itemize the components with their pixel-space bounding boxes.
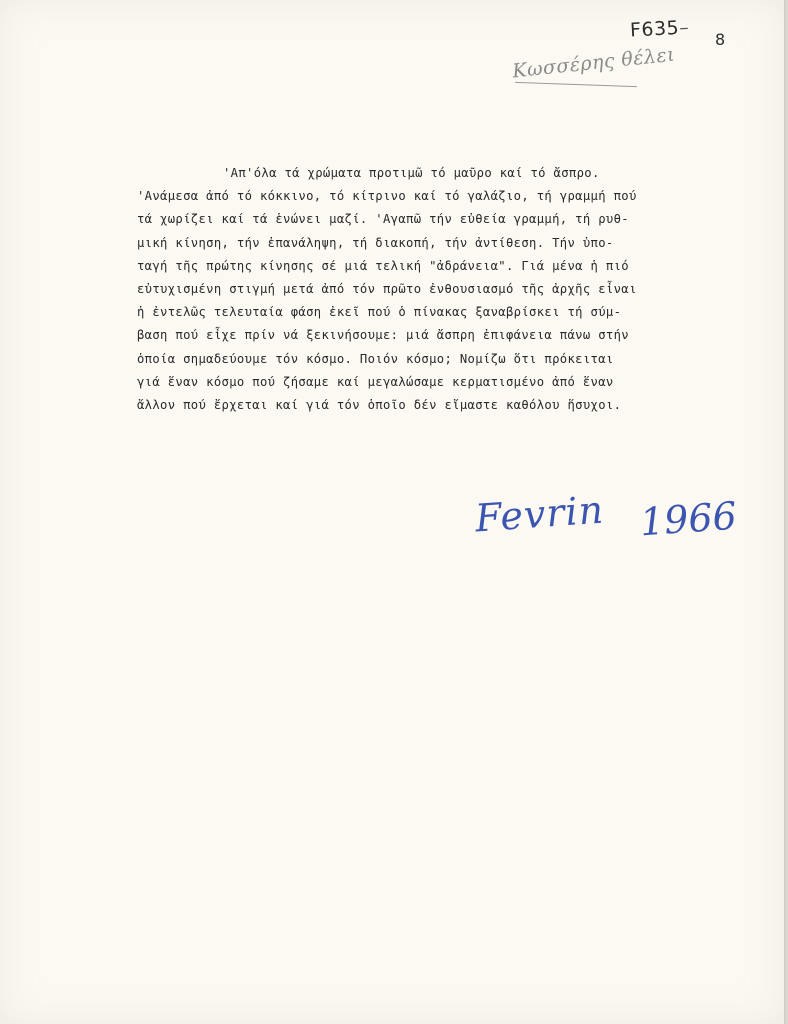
archive-code (629, 16, 689, 41)
text-line: τά χωρίζει καί τά ἑνώνει μαζί. 'Αγαπῶ τήν εὐθεία γραμμή, τή ρυθ- (137, 212, 629, 227)
signature-year: 1966 (638, 493, 739, 545)
text-line: ὁποία σημαδεύουμε τόν κόσμο. Ποιόν κόσμο; Νομίζω ὅτι πρόκειται (137, 351, 614, 366)
archive-suffix: 8 (715, 30, 726, 49)
text-line: 'Απ'όλα τά χρώματα προτιμῶ τό μαῦρο καί τό ἄσπρο. (223, 166, 600, 180)
text-line: ταγή τῆς πρώτης κίνησης σέ μιά τελική "ἀδράνεια". Γιά μένα ἡ πιό (137, 258, 629, 273)
archive-code-value: F635 (629, 16, 680, 42)
archive-code-dash: – (678, 16, 690, 39)
text-line: βαση πού εἶχε πρίν νά ξεκινήσουμε: μιά ἄσπρη ἐπιφάνεια πάνω στήν (137, 328, 629, 343)
text-line: 'Ανάμεσα ἀπό τό κόκκινο, τό κίτρινο καί τό γαλάζιο, τή γραμμή πού (137, 189, 637, 204)
handwritten-signature: Fevrin (473, 487, 606, 541)
typewritten-text (137, 162, 777, 417)
pencil-note: Κωσσέρης θέλει (511, 43, 677, 83)
text-line: εὐτυχισμένη στιγμή μετά ἀπό τόν πρῶτο ἐνθουσιασμό τῆς ἀρχῆς εἶναι (137, 281, 637, 296)
text-line: ἡ ἐντελῶς τελευταία φάση ἐκεῖ πού ὁ πίνακας ξαναβρίσκει τή σύμ- (137, 305, 622, 320)
text-line: ἄλλον πού ἔρχεται καί γιά τόν ὁποῖο δέν εἴμαστε καθόλου ἥσυχοι. (137, 397, 622, 412)
pencil-underline (515, 82, 637, 87)
text-line: μική κίνηση, τήν ἐπανάληψη, τή διακοπή, τήν ἀντίθεση. Τήν ὑπο- (137, 235, 614, 250)
text-line: γιά ἕναν κόσμο πού ζήσαμε καί μεγαλώσαμε κερματισμένο ἀπό ἕναν (137, 374, 614, 389)
